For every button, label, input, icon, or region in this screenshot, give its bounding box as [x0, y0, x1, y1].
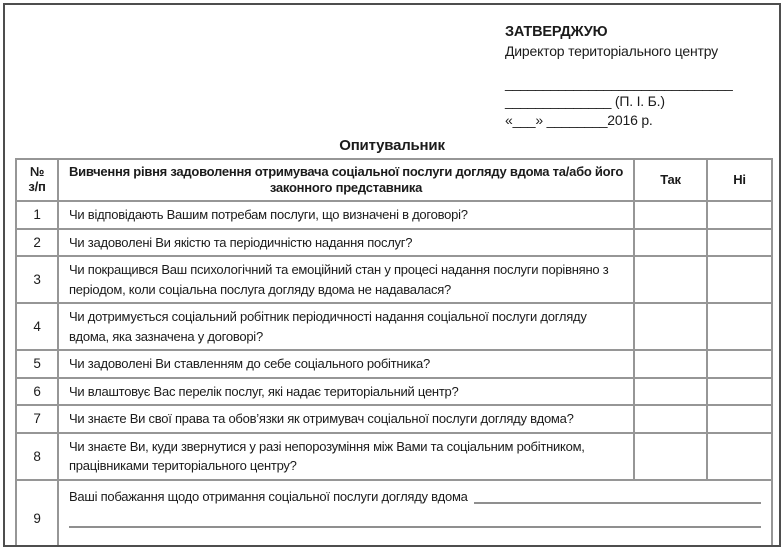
header-row	[16, 159, 772, 201]
no-cell	[707, 229, 772, 257]
document-page	[3, 3, 781, 547]
table-row	[16, 201, 772, 229]
row-number: 5	[16, 350, 58, 378]
yes-cell	[634, 256, 707, 303]
question-text: Чи задоволені Ви ставленням до себе соціального робітника?	[58, 350, 634, 378]
write-in-line	[474, 502, 761, 504]
row-number: 9	[16, 480, 58, 548]
row-number: 8	[16, 433, 58, 480]
no-cell	[707, 201, 772, 229]
open-answer-row	[16, 480, 772, 548]
header-question: Вивчення рівня задоволення отримувача соціальної послуги догляду вдома та/або його законного представника	[58, 159, 634, 201]
yes-cell	[634, 350, 707, 378]
document-title: Опитувальник	[339, 137, 445, 154]
question-text: Чи дотримується соціальний робітник періодичності надання соціальної послуги догляду вдома, яка зазначена у договорі?	[58, 303, 634, 350]
yes-cell	[634, 201, 707, 229]
questionnaire-table	[15, 158, 773, 547]
table-row	[16, 433, 772, 480]
row-number: 1	[16, 201, 58, 229]
question-text: Чи влаштовує Вас перелік послуг, які надає територіальний центр?	[58, 378, 634, 406]
no-cell	[707, 350, 772, 378]
row-number: 6	[16, 378, 58, 406]
open-answer-label-line	[69, 486, 761, 507]
table-row	[16, 378, 772, 406]
approval-title: ЗАТВЕРДЖУЮ	[505, 24, 608, 40]
yes-cell	[634, 433, 707, 480]
open-answer-cell	[58, 480, 772, 548]
question-text: Чи знаєте Ви, куди звернутися у разі непорозуміння між Вами та соціальним робітником, працівниками територіального центру?	[58, 433, 634, 480]
yes-cell	[634, 229, 707, 257]
write-in-line	[69, 507, 761, 528]
question-text: Чи задоволені Ви якістю та періодичністю надання послуг?	[58, 229, 634, 257]
row-number: 2	[16, 229, 58, 257]
name-line: ______________ (П. І. Б.)	[505, 93, 665, 110]
question-text: Чи знаєте Ви свої права та обов’язки як отримувач соціальної послуги догляду вдома?	[58, 405, 634, 433]
row-number: 3	[16, 256, 58, 303]
no-cell	[707, 256, 772, 303]
table-row	[16, 229, 772, 257]
header-number-line2: з/п	[28, 179, 46, 194]
open-answer-label: Ваші побажання щодо отримання соціальної послуги догляду вдома	[69, 489, 468, 505]
header-number	[16, 159, 58, 201]
no-cell	[707, 405, 772, 433]
yes-cell	[634, 405, 707, 433]
no-cell	[707, 433, 772, 480]
header-yes: Так	[634, 159, 707, 201]
table-row	[16, 256, 772, 303]
row-number: 7	[16, 405, 58, 433]
table-row	[16, 350, 772, 378]
row-number: 4	[16, 303, 58, 350]
no-cell	[707, 303, 772, 350]
approval-subtitle: Директор територіального центру	[505, 43, 718, 60]
table-row	[16, 405, 772, 433]
no-cell	[707, 378, 772, 406]
table-row	[16, 303, 772, 350]
date-line: «___» ________2016 р.	[505, 111, 653, 128]
header-number-line1: №	[29, 164, 45, 180]
question-text: Чи відповідають Вашим потребам послуги, що визначені в договорі?	[58, 201, 634, 229]
signature-line: ______________________________	[505, 74, 733, 91]
question-text: Чи покращився Ваш психологічний та емоційний стан у процесі надання послуги порівняно з періодом, коли соціальна послуга догляду вдома не надавалася?	[58, 256, 634, 303]
approval-block	[505, 23, 733, 129]
yes-cell	[634, 378, 707, 406]
write-in-line	[69, 528, 761, 548]
header-no: Ні	[707, 159, 772, 201]
yes-cell	[634, 303, 707, 350]
